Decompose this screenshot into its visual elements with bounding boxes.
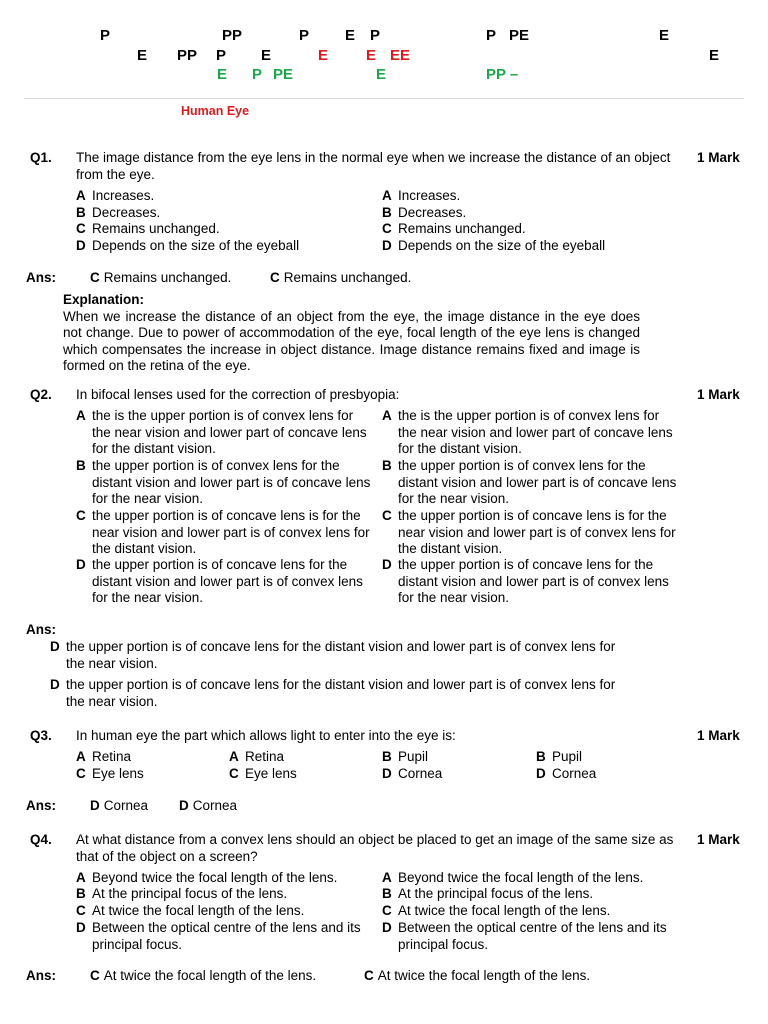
answer-label: Ans:	[26, 622, 56, 637]
option-c: C Remains unchanged.	[76, 221, 220, 236]
header-glyph: P	[486, 27, 497, 44]
explanation	[63, 292, 640, 375]
mark-label: 1 Mark	[697, 728, 740, 743]
answer-label: Ans:	[26, 798, 56, 813]
option-a-duplicate: A the is the upper portion is of convex lens for the near vision and lower part of concave lens for the distant vision.	[382, 408, 673, 456]
header-glyph: P	[370, 27, 381, 44]
answer-duplicate: D the upper portion is of concave lens for the distant vision and lower part is of convex lens for the near vision.	[50, 677, 616, 709]
option-c-duplicate: C Remains unchanged.	[382, 221, 526, 236]
option-b-duplicate: B the upper portion is of convex lens for the distant vision and lower part is of concave lens for the near vision.	[382, 458, 677, 506]
question-text: At what distance from a convex lens should an object be placed to get an image of the same size as that of the object on a screen?	[76, 832, 674, 864]
mark-label: 1 Mark	[697, 387, 740, 402]
header-glyph: PP –	[486, 66, 519, 83]
header-glyph: E	[709, 47, 720, 64]
option-d: D Cornea	[382, 766, 443, 781]
header-glyph: E	[366, 47, 377, 64]
answer-label: Ans:	[26, 968, 56, 983]
option-b-duplicate: B Decreases.	[382, 205, 467, 220]
header-glyph: P	[299, 27, 310, 44]
answer: D Cornea	[90, 798, 149, 813]
option-a: A the is the upper portion is of convex lens for the near vision and lower part of concave lens for the distant vision.	[76, 408, 367, 456]
explanation-title: Explanation:	[63, 292, 145, 307]
header-glyph: E	[659, 27, 670, 44]
mark-label: 1 Mark	[697, 150, 740, 165]
answer: D the upper portion is of concave lens for the distant vision and lower part is of convex lens for the near vision.	[50, 639, 616, 671]
option-d: D the upper portion is of concave lens for the distant vision and lower part is of convex lens for the near vision.	[76, 557, 363, 605]
option-a: A Increases.	[76, 188, 155, 203]
option-c: C At twice the focal length of the lens.	[76, 903, 305, 918]
question-number: Q4.	[30, 832, 52, 847]
option-b: B the upper portion is of convex lens for the distant vision and lower part is of concave lens for the near vision.	[76, 458, 371, 506]
answer-duplicate: C At twice the focal length of the lens.	[364, 968, 591, 983]
option-a: A Retina	[76, 749, 132, 764]
header-glyph: PP	[222, 27, 243, 44]
answer: C At twice the focal length of the lens.	[90, 968, 317, 983]
question-text: In human eye the part which allows light to enter into the eye is:	[76, 728, 456, 743]
option-a-duplicate: A Retina	[229, 749, 285, 764]
option-b: B At the principal focus of the lens.	[76, 886, 288, 901]
option-d: D Depends on the size of the eyeball	[76, 238, 300, 253]
header-glyph: E	[261, 47, 272, 64]
header-glyph: E	[137, 47, 148, 64]
option-a-duplicate: A Increases.	[382, 188, 461, 203]
option-d-duplicate: D Cornea	[536, 766, 597, 781]
option-b: B Decreases.	[76, 205, 161, 220]
question-text: In bifocal lenses used for the correction of presbyopia:	[76, 387, 400, 402]
answer-duplicate: D Cornea	[179, 798, 238, 813]
option-c-duplicate: C the upper portion is of concave lens is for the near vision and lower part is of convex lens for the distant vision.	[382, 508, 676, 556]
option-d-duplicate: D Between the optical centre of the lens and its principal focus.	[382, 920, 667, 952]
subject-title: Human Eye	[181, 104, 250, 118]
question-number: Q1.	[30, 150, 52, 165]
header-glyph: PE	[509, 27, 530, 44]
header-glyph: E	[376, 66, 387, 83]
option-c: C the upper portion is of concave lens is for the near vision and lower part is of convex lens for the distant vision.	[76, 508, 370, 556]
option-d-duplicate: D the upper portion is of concave lens for the distant vision and lower part is of convex lens for the near vision.	[382, 557, 669, 605]
header-glyph: E	[318, 47, 329, 64]
option-d-duplicate: D Depends on the size of the eyeball	[382, 238, 606, 253]
header-divider	[24, 98, 744, 99]
header-glyph: P	[100, 27, 111, 44]
header-glyph: E	[217, 66, 228, 83]
header-glyph: P	[216, 47, 227, 64]
question-text: The image distance from the eye lens in the normal eye when we increase the distance of an object from the eye.	[76, 150, 671, 182]
answer-label: Ans:	[26, 270, 56, 285]
option-b: B Pupil	[382, 749, 429, 764]
option-c-duplicate: C Eye lens	[229, 766, 297, 781]
option-c: C Eye lens	[76, 766, 144, 781]
question-number: Q2.	[30, 387, 52, 402]
question-number: Q3.	[30, 728, 52, 743]
header-glyph: EE	[390, 47, 411, 64]
option-a-duplicate: A Beyond twice the focal length of the lens.	[382, 870, 644, 885]
explanation-text: When we increase the distance of an object from the eye, the image distance in the eye does not change. Due to power of accommodation of the eye, focal length of the eye lens is changed which compensates the increase in object distance. Image distance remains fixed and image is formed on the retina of the eye.	[63, 308, 640, 373]
option-b-duplicate: B At the principal focus of the lens.	[382, 886, 594, 901]
option-a: A Beyond twice the focal length of the lens.	[76, 870, 338, 885]
header-glyph: PP	[177, 47, 198, 64]
header-glyph: PE	[273, 66, 294, 83]
option-b-duplicate: B Pupil	[536, 749, 583, 764]
header-glyph: E	[345, 27, 356, 44]
mark-label: 1 Mark	[697, 832, 740, 847]
option-c-duplicate: C At twice the focal length of the lens.	[382, 903, 611, 918]
option-d: D Between the optical centre of the lens and its principal focus.	[76, 920, 361, 952]
answer: C Remains unchanged.	[90, 270, 232, 285]
answer-duplicate: C Remains unchanged.	[270, 270, 412, 285]
header-glyph: P	[252, 66, 263, 83]
